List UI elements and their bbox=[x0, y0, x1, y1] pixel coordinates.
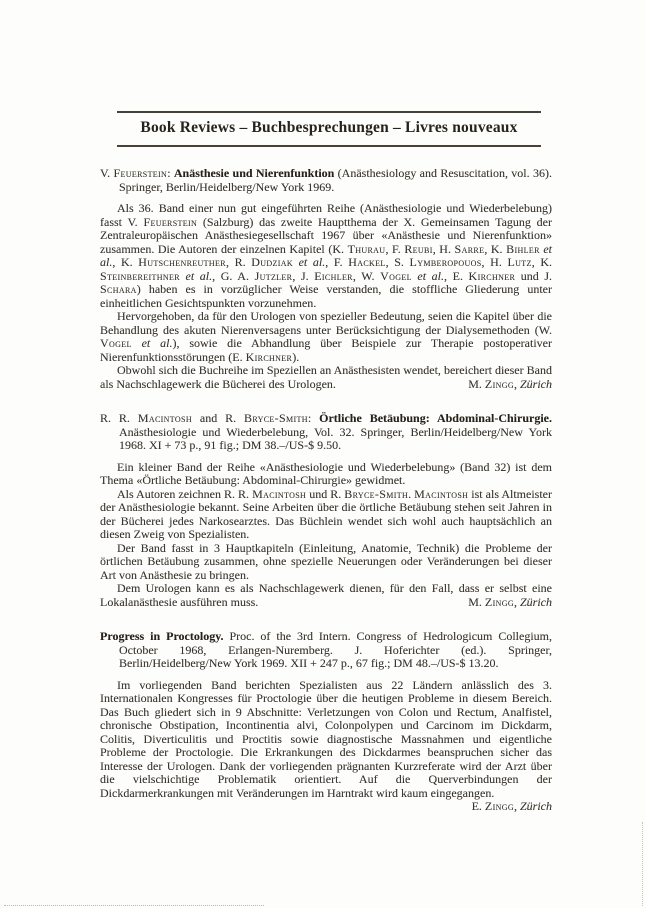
review-paragraph bbox=[100, 582, 552, 609]
section-header bbox=[117, 111, 541, 147]
review-progress-in-proctology bbox=[100, 629, 552, 813]
book-citation: V. Feuerstein: Anästhesie und Nierenfunktion (Anästhesiology and Resuscitation, vol. 36). Springer, Berlin/Heidelberg/New York 1969. bbox=[100, 166, 552, 194]
review-paragraph: Der Band fasst in 3 Hauptkapiteln (Einleitung, Anatomie, Technik) die Probleme der örtlichen Betäubung zusammen, ohne spezielle Neuerungen oder Veränderungen bei dieser Art von Anästhesie zu bringen. bbox=[100, 540, 552, 582]
reviewer-signature: E. Zingg, Zürich bbox=[471, 799, 552, 813]
review-paragraph: Als Autoren zeichnen R. R. Macintosh und R. Bryce-Smith. Macintosh ist als Altmeister der Anästhesiologie bekannt. Seine Arbeiten über die örtliche Betäubung stehen seit Jahren in der Bücherei jedes Narkosearztes. Das Büchlein wendet sich wohl auch hauptsächlich an diesen Zweig von Spezialisten. bbox=[100, 486, 552, 541]
reviewer-signature: M. Zingg, Zürich bbox=[468, 594, 552, 609]
scan-artifact-edge-dots bbox=[642, 822, 643, 906]
section-title: Book Reviews – Buchbesprechungen – Livres nouveaux bbox=[140, 119, 518, 136]
review-paragraph: Als 36. Band einer nun gut eingeführten Reihe (Anästhesiologie und Wiederbelebung) fasst V. Feuerstein (Salzburg) das zweite Hauptthema der X. Gemeinsamen Tagung der Zentraleuropäischen Anästhesiegesellschaft 1967 über «Anästhesie und Nierenfunktion» zusammen. Die Autoren der einzelnen Kapitel (K. Thurau, F. Reubi, H. Sarre, K. Bihler et al., K. Hutschenreuther, R. Dudziak et al., F. Hackel, S. Lymberopouos, H. Lutz, K. Steinbereithner et al., G. A. Jutzler, J. Eichler, W. Vogel et al., E. Kirchner und J. Schara) haben es in vorzüglicher Weise verstanden, die stoffliche Gliederung unter einheitlichen Gesichtspunkten vorzunehmen. bbox=[100, 201, 553, 310]
paragraph-text: Dem Urologen kann es als Nachschlagewerk dienen, für den Fall, dass er selbst eine Lokalanästhesie ausführen muss. bbox=[100, 581, 552, 609]
book-reviews-content bbox=[100, 167, 552, 821]
review-paragraph: Hervorgehoben, da für den Urologen von spezieller Bedeutung, seien die Kapitel über die Behandlung des akuten Nierenversagens unter Berücksichtigung der Dialysemethoden (W. Vogel et al.), sowie die Abhandlung über Beispiele zur Therapie postoperativer Nierenfunktionsstörungen (E. Kirchner). bbox=[100, 309, 552, 364]
review-paragraph: Ein kleiner Band der Reihe «Anästhesiologie und Wiederbelebung» (Band 32) ist dem Thema «Örtliche Betäubung: Abdominal-Chirurgie» gewidmet. bbox=[100, 459, 552, 487]
reviewer-signature: M. Zingg, Zürich bbox=[468, 376, 552, 391]
paragraph-text: Obwohl sich die Buchreihe im Speziellen an Anästhesisten wendet, bereichert dieser Band als Nachschlagewerk die Bücherei des Urologen. bbox=[100, 363, 552, 391]
book-citation: Progress in Proctology. Proc. of the 3rd Intern. Congress of Hedrologicum Collegium, October 1968, Erlangen-Nuremberg. J. Hoferichter (ed.). Springer, Berlin/Heidelberg/New York 1969. XII + 247 p., 67 fig.; DM 48.–/US-$ 13.20. bbox=[100, 629, 552, 670]
review-paragraph bbox=[100, 677, 552, 813]
review-paragraph bbox=[100, 364, 552, 391]
review-oertliche-betaeubung bbox=[100, 412, 552, 609]
scan-artifact-dotted-line bbox=[4, 905, 264, 906]
review-anaesthesie-und-nierenfunktion bbox=[100, 167, 552, 391]
paragraph-text: Im vorliegenden Band berichten Spezialisten aus 22 Ländern anlässlich des 3. Internationalen Kongresses für Proctologie über die heutigen Probleme in diesem Bereich. Das Buch gliedert sich in 9 Abschnitte: Verletzungen von Colon und Rectum, Analfistel, chronische Obstipation, Incontinentia alvi, Colonpolypen und Carcinom im Dickdarm, Colitis, Diverticulitis und Proctitis sowie diagnostische Massnahmen und eigentliche Probleme der Proctologie. Die Erkrankungen des Dickdarmes beanspruchen sicher das Interesse der Urologen. Dank der vorliegenden prägnanten Kurzreferate wird der Arzt über die vielschichtige Problematik orientiert. Auf die Querverbindungen der Dickdarmerkrankungen mit Veränderungen im Harntrakt wird kaum eingegangen. bbox=[100, 677, 552, 800]
book-citation: R. R. Macintosh and R. Bryce-Smith: Örtliche Betäubung: Abdominal-Chirurgie. Anästhesiologie und Wiederbelebung, Vol. 32. Springer, Berlin/Heidelberg/New York 1968. XI + 73 p., 91 fig.; DM 38.–/US-$ 9.50. bbox=[100, 411, 552, 452]
